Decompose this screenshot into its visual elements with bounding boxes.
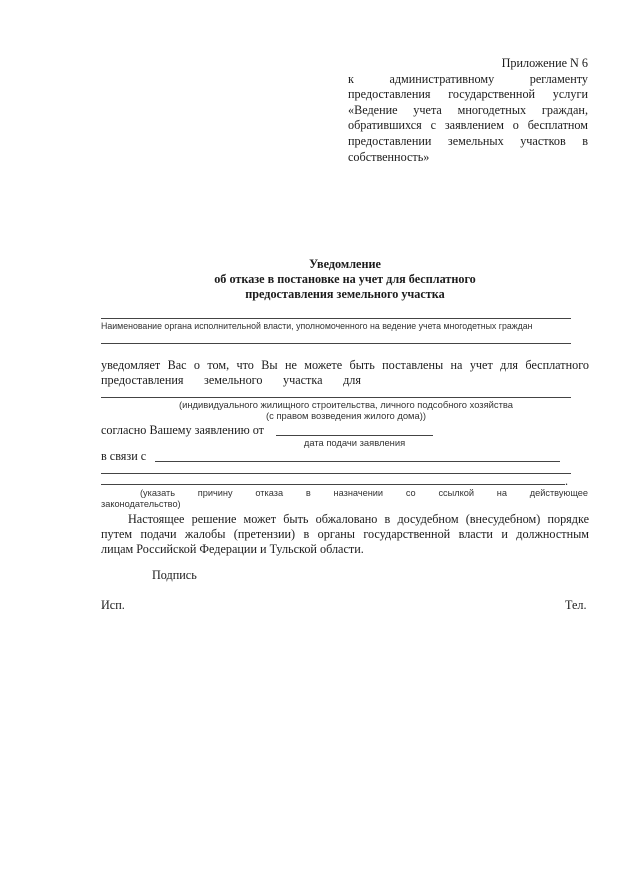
application-label: согласно Вашему заявлению от xyxy=(101,423,265,437)
reason-field-1[interactable] xyxy=(155,461,560,462)
organ-name-field-2[interactable] xyxy=(101,343,571,344)
reason-period: . xyxy=(565,474,569,488)
appeal-line-2: путем подачи жалобы (претензии) в органы государственной власти и должностным xyxy=(101,527,589,541)
notice-title-line: об отказе в постановке на учет для бесплатного xyxy=(214,272,476,286)
phone-label: Тел. xyxy=(565,598,587,612)
notify-line-1: уведомляет Вас о том, что Вы не можете быть поставлены на учет для бесплатного xyxy=(101,358,589,372)
signature-label: Подпись xyxy=(152,568,197,582)
purpose-caption-2: (с правом возведения жилого дома)) xyxy=(266,410,426,421)
application-date-field[interactable] xyxy=(276,435,433,436)
notice-title xyxy=(100,257,590,302)
organ-caption: Наименование органа исполнительной власти, уполномоченного на ведение учета многодетных граждан xyxy=(101,321,533,331)
appeal-line-1: Настоящее решение может быть обжаловано в досудебном (внесудебном) порядке xyxy=(128,512,589,526)
reason-caption-line-2: законодательство) xyxy=(101,499,181,509)
appendix-line: обратившихся с заявлением о бесплатном xyxy=(348,118,588,133)
appendix-line: собственность» xyxy=(348,149,430,164)
reason-label: в связи с xyxy=(101,449,147,463)
reason-field-3[interactable] xyxy=(101,484,565,485)
appendix-title: Приложение N 6 xyxy=(501,56,588,70)
reason-caption-line-1: (указать причину отказа в назначении со ссылкой на действующее xyxy=(140,488,588,498)
purpose-caption-1: (индивидуального жилищного строительства, личного подсобного хозяйства xyxy=(179,399,513,410)
appendix-line: предоставления государственной услуги xyxy=(348,87,588,102)
date-caption: дата подачи заявления xyxy=(303,437,406,448)
appendix-line: предоставлении земельных участков в xyxy=(348,133,588,148)
notify-line-2: предоставления земельного участка для xyxy=(101,373,361,387)
appendix-header xyxy=(348,56,588,165)
notice-title-line: Уведомление xyxy=(309,257,381,271)
appeal-line-3: лицам Российской Федерации и Тульской области. xyxy=(101,542,364,556)
appendix-line: «Ведение учета многодетных граждан, xyxy=(348,102,588,117)
purpose-field[interactable] xyxy=(101,397,571,398)
reason-field-2[interactable] xyxy=(101,473,571,474)
executor-label: Исп. xyxy=(101,598,125,612)
organ-name-field[interactable] xyxy=(101,318,571,319)
notice-title-line: предоставления земельного участка xyxy=(245,287,445,301)
appendix-line: к административному регламенту xyxy=(348,71,588,86)
